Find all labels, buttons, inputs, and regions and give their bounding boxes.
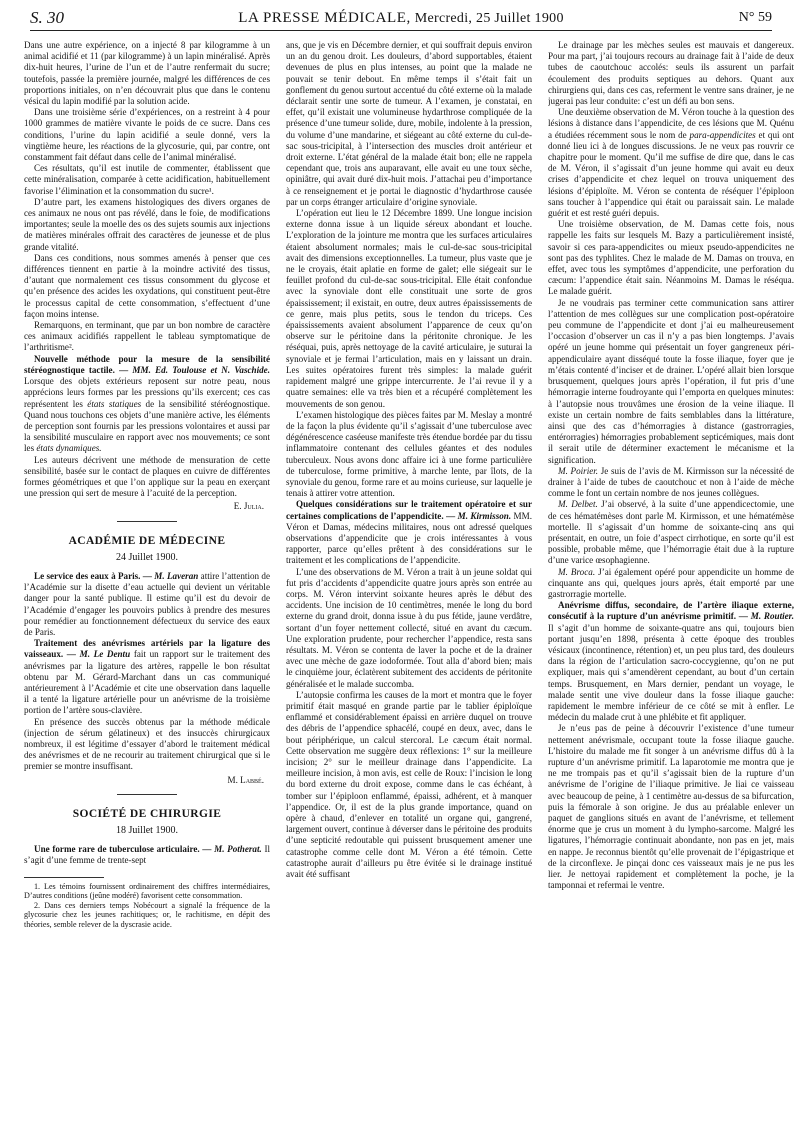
- article-text: fait un rapport sur le traitement des anévrismes par la ligature des artères, rappelle le bon résultat obtenu par M. Gérard-Marchant dans un cas communiqué antérieurement à l’Académie et cite une observation dans laquelle il a tenté la ligature artérielle pour un anévrisme de la troisième portion de l’artère sous-clavière.: [24, 649, 270, 716]
- issue-date: Mercredi, 25 Juillet 1900: [414, 11, 564, 26]
- footnote-divider: [24, 877, 104, 878]
- article-text: attire l’attention de l’Académie sur la disette d’eau actuelle qui devient un véritable danger pour la santé publique. Il estime qu’il est du devoir de l’Académie d’engager les pouvoirs publics à prendre des mesures pour remédier au fonctionnement défectueux du service des eaux de Paris.: [24, 570, 270, 637]
- article-title: Une forme rare de tuberculose articulaire.: [34, 844, 200, 855]
- column-1: [24, 40, 270, 1135]
- issue-number: N° 59: [738, 10, 772, 25]
- emphasis-term: états statiques: [87, 398, 142, 409]
- paragraph: Le drainage par les mèches seules est mauvais et dangereux. Pour ma part, j’ai toujours recours au drainage fait à l’aide de deux tubes de caoutchouc accolés: seuls ils assurent un parfait écoulement des produits septiques au dehors. Quant aux chirurgiens qui, dans ces cas, referment le ventre sans drainer, je ne jugerai pas leur conduite: c’est un défi au bon sens.: [548, 40, 794, 107]
- article-text: Il s’agit d’une femme de trente-sept: [24, 844, 270, 866]
- section-divider: [117, 521, 177, 522]
- column-3: [548, 40, 794, 1135]
- section-title-academie: ACADÉMIE DE MÉDECINE: [68, 534, 226, 547]
- emphasis-term: para-appendicites: [689, 129, 756, 140]
- article-title: Le service des eaux à Paris.: [34, 570, 141, 581]
- paragraph: Ces résultats, qu’il est inutile de commenter, établissent que cette minéralisation, comparée à cette acidification, habituellement favorise l’élimination et la consommation du sucre¹.: [24, 163, 270, 196]
- paragraph: Remarquons, en terminant, que par un bon nombre de caractère ces animaux acidifiés rappellent le tableau symptomatique de l’arthritisme².: [24, 320, 270, 353]
- article-title: Anévrisme diffus, secondaire, de l’artère iliaque externe, consécutif à la rupture d’un anévrisme primitif.: [548, 600, 794, 622]
- article-authors: — MM. Ed. Toulouse et N. Vaschide.: [119, 364, 270, 375]
- paragraph: D’autre part, les examens histologiques des divers organes de ces animaux ne nous ont pas révélé, dans le foie, de modifications importantes; seule la moelle des os des sujets soumis aux injections de matières minérales offrait des caractères de jeunesse et de plus grande vitalité.: [24, 196, 270, 252]
- article-traitement-anevrismes: [24, 638, 270, 716]
- text-run: J’ai également opéré pour appendicite un homme de cinquante ans qui, quelques jours après, était emporté par une gastrorragie mortelle.: [548, 566, 794, 599]
- page-mark: S. 30: [30, 8, 64, 27]
- paragraph: Dans une troisième série d’expériences, on a restreint à 4 pour 1000 grammes de matière vivante le poids de ce sucre. Dans ces conditions, l’urine du lapin acidifié a seule donné, vers la vingtième heure, les réactions de la glycosurie, qui, par contre, ont constamment fait défaut dans celle de l’animal minéralisé.: [24, 107, 270, 163]
- article-service-eaux: [24, 571, 270, 638]
- signature: M. Labbé.: [227, 774, 264, 785]
- article-text: Lorsque des objets extérieurs reposent sur notre peau, nous apprécions leurs formes par les pressions qu’ils exercent; ces cas représentent les: [24, 376, 270, 409]
- paragraph: Dans ces conditions, nous sommes amenés à penser que ces différences tiennent en partie à la moindre activité des tissus, d’autant que normalement ces tissus consomment du glycose et qu’en présence des acides les oxydations, qui constituent peut-être le processus capital de cette consommation, s’effectuent d’une façon moins intense.: [24, 252, 270, 319]
- discussion-delbet: [548, 499, 794, 566]
- section-date: 18 Juillet 1900.: [116, 825, 178, 836]
- paragraph: Une troisième observation, de M. Damas cette fois, nous rappelle les faits sur lesquels M. Bazy a particulièrement insisté, savoir si ces para-appendicites ou mieux pseudo-appendicites ne sont pas des typhlites. Chez le malade de M. Damas on trouva, en effet, avec tous les symptômes d’appendicite, une perforation du cæcum: l’appendice était sain. Néanmoins M. Damas le réséqua. Le malade guérit.: [548, 219, 794, 297]
- footnote: 2. Dans ces derniers temps Nobécourt a signalé la fréquence de la glycosurie chez les jeunes rachitiques; or, le rachitisme, en dépit des théories, semble relever de la dyscrasie acide.: [24, 900, 270, 929]
- signature: E. Julia.: [233, 501, 264, 512]
- text-run: Une deuxième observation de M. Véron touche à la question des lésions à distance dans l’appendicite, de ces lésions que M. Quénu a étudiées récemment sous le nom de: [548, 107, 794, 140]
- column-2: [286, 40, 532, 1135]
- paragraph: Je n’eus pas de peine à découvrir l’existence d’une tumeur nettement anévrismale, occupant toute la fosse iliaque gauche. L’histoire du malade me fit songer à un anévrisme diffus dû à la rupture d’un anévrisme primitif. La laparotomie me montra que je ne me trompais pas et qu’il s’agissait bien de la rupture d’un anévrisme de l’origine de l’iliaque primitive. Je liai ce vaisseau avec beaucoup de peine, à 1 centimètre au-dessus de sa bifurcation, puis la fémorale à son origine. Je dus au préalable enlever un paquet de ganglions situés en avant de l’anévrisme, et tellement énorme que je crus un moment à du lympho-sarcome. Malgré les ligatures, l’hémorragie continuait abondante, non pas en jet, mais en nappe. Je reconnus bientôt qu’elle provenait de l’épigastrique et de la circonflexe. Je pinçai donc ces vaisseaux mais je ne pus les lier. Je nettoyai rapidement et complètement la poche, je la tamponnai et refermai le ventre.: [548, 723, 794, 891]
- article-text: Il s’agit d’un homme de soixante-quatre ans qui, toujours bien portant jusqu’en 1898, présenta à cette époque des troubles vésicaux (incontinence, rétention) et, un peu plus tard, des douleurs dans la région de l’articulation sacro-coccygienne, qu’on ne put expliquer, mais qui s’amendèrent cependant, au bout d’un certain temps. Brusquement, en Mars dernier, pendant un voyage, le malade sentit une vive douleur dans la fosse iliaque gauche: rapidement le membre inférieur de ce côté se mit à enfler. Le médecin du malade crut à une phlébite et fit appliquer.: [548, 622, 794, 723]
- text-run: Je suis de l’avis de M. Kirmisson sur la nécessité de drainer à l’aide de tubes de caoutchouc et non à l’aide de mèche comme le font un certain nombre de nos jeunes collègues.: [548, 465, 794, 499]
- paragraph: L’opération eut lieu le 12 Décembre 1899. Une longue incision externe donna issue à un liquide séreux abondant et louche. L’exploration de la jointure me montra que les surfaces articulaires étaient absolument normales; mais le cul-de-sac sous-tricipital avait des dimensions exceptionnelles. La tumeur, plus vaste que je ne le croyais, était aplatie en forme de galet; elle siégeait sur le feuillet profond du cul-de-sac sous-tricipital. Elle était confondue avec la synoviale dont elle constituait une sorte de gros épaississement; il existait, en outre, deux autres épaississements de ce genre, mais plus petits, sous le tendon du triceps. Ces épaississements avaient absolument l’apparence de ceux qu’on observe sur le péritoine dans la péritonite chronique. Je les réséquai, puis, après nettoyage de la cavité articulaire, je suturai la synoviale et je fermai l’articulation, mais en y laissant un drain. Les suites opératoires furent très simples: la malade guérit rapidement malgré une grippe intercurrente. Je l’ai revue il y a quatre semaines: elle va très bien et a récupéré complètement les mouvements de son genou.: [286, 208, 532, 409]
- text-run: J’ai observé, à la suite d’une appendicectomie, une de ces hématémèses dont parle M. Kirmisson, et une hématémèse mortelle. Il s’agissait d’un homme de soixante-cinq ans qui présentait, en outre, un foie d’aspect cirrhotique, en sorte qu’il est possible, probable même, que l’hémorragie était due à la rupture d’une varice œsophagienne.: [548, 499, 794, 566]
- article-author: — M. Routier.: [738, 611, 794, 622]
- article-tuberculose: [24, 844, 270, 866]
- footnote: 1. Les témoins fournissent ordinairement des chiffres intermédiaires, D’autres conditions (jeûne modéré) favorisent cette consommation.: [24, 881, 270, 901]
- discussion-poirier: [548, 466, 794, 500]
- article-title: Nouvelle méthode pour la mesure de la sensibilité stéréognostique tactile.: [24, 353, 270, 375]
- journal-title: LA PRESSE MÉDICALE,: [238, 10, 411, 26]
- paragraph: Dans une autre expérience, on a injecté 8 par kilogramme à un animal acidifié et 11 (par kilogramme) à un lapin minéralisé. Après dix-huit heures, l’urine de l’un et de l’autre renfermait du sucre; toutefois, passée la première journée, malgré les différences de ces proportions initiales, on n’en découvrait plus que dans le contenu vésical du lapin modifié par la solution acide.: [24, 40, 270, 107]
- article-text: MM. Véron et Damas, médecins militaires, nous ont adressé quelques observations d’appendicite que je crois intéressantes à vous rapporter, parce qu’elles prêtent à des considérations sur le traitement et les complications de l’appendicite.: [286, 510, 532, 566]
- text-run: et qui ont donné lieu ici à de longues discussions. Je ne veux pas rouvrir ce chapitre pour le moment. Qu’il me suffise de dire que, dans le cas de M. Véron, il s’agissait d’un jeune homme qui avait eu deux crises d’appendicite et chez lequel on trouva uniquement des lésions d’épiploïte. M. Véron se contenta de réséquer l’épiploon sans toucher à l’appendice qui était ou paraissait sain. Le malade guérit et est resté guéri depuis.: [548, 129, 794, 219]
- article-author: — M. Laveran: [142, 570, 199, 581]
- article-text: de la sensibilité stéréognostique. Quand nous touchons ces objets d’une manière active, les éléments de perception sont fournis par les pressions volontaires et aussi par la sensibilité musculaire en rapport avec nos mouvements; ce sont les: [24, 398, 270, 454]
- emphasis-term: états dynamiques.: [36, 443, 102, 454]
- article-anevrisme-diffus: [548, 600, 794, 723]
- speaker-name: M. Delbet.: [558, 499, 598, 510]
- paragraph: L’examen histologique des pièces faites par M. Meslay a montré de la façon la plus évidente qu’il s’agissait d’une tuberculose avec dégénérescence caséeuse manifeste très étendue bordée par du tissu inflammatoire contenant des cellules géantes et des nodules tuberculeux. Nous avons donc affaire ici à une forme particulière de tuberculose, forme primitive, à marche lente, par îlots, de la synoviale du genou, forme rare et au moins curieuse, sur laquelle je tenais à attirer votre attention.: [286, 409, 532, 499]
- article-author: — M. Kirmisson.: [446, 510, 512, 521]
- article-title: Traitement des anévrismes artériels par la ligature des vaisseaux.: [24, 638, 270, 660]
- paragraph: En présence des succès obtenus par la méthode médicale (injection de sérum gélatineux) et des insuccès chirurgicaux nombreux, il est légitime d’essayer d’abord le traitement médical des anévrismes et de ne recourir au traitement chirurgical que si le premier se montre insuffisant.: [24, 716, 270, 772]
- paragraph: Je ne voudrais pas terminer cette communication sans attirer l’attention de mes collègues sur une complication post-opératoire peu commune de l’appendicite et dont j’ai eu malheureusement l’occasion d’observer un cas il n’y a pas bien longtemps. J’avais opéré un jeune homme qui présentait un foyer gangreneux péri-appendiculaire ayant disséqué toute la fosse iliaque, foyer que je m’étais contenté d’inciser et de drainer. L’opéré allait bien lorsque brusquement, quelques jours après l’opération, il fut pris d’une hémorragie interne foudroyante qui l’emporta en quelques minutes: à l’autopsie nous trouvâmes une érosion de la veine iliaque. Il existe un certain nombre de faits semblables dans la littérature, ainsi que des cas d’hémorragies à distance (gastrorragies, entérorragies) hémorragies probablement septicémiques, mais dont il serait utile de déterminer exactement le mécanisme et la signification.: [548, 297, 794, 465]
- discussion-broca: [548, 567, 794, 601]
- article-author: — M. Potherat.: [202, 844, 262, 855]
- journal-masthead: [30, 10, 772, 27]
- section-date: 24 Juillet 1900.: [116, 551, 178, 563]
- section-divider: [117, 794, 177, 795]
- paragraph: L’une des observations de M. Véron a trait à un jeune soldat qui fut pris d’accidents d’appendicite quatre jours après son entrée au corps. M. Véron intervint soixante heures après le début des accidents. Une incision de 10 centimètres, menée le long du bord externe du grand droit, donna issue à du pus fétide, jaune verdâtre, sortant d’un foyer nettement collecté, situé en avant du cæcum. Une exploration prudente, pour rechercher l’appendice, resta sans résultats. M. Véron se contenta de laver la poche et de la drainer avec une mèche de gaze iodoformée. Tout alla d’abord bien; mais le cinquième jour, éclatèrent subitement des accidents de péritonite généralisée et le malade succomba.: [286, 566, 532, 689]
- speaker-name: M. Broca.: [558, 566, 596, 577]
- section-title-chirurgie: SOCIÉTÉ DE CHIRURGIE: [72, 807, 222, 820]
- speaker-name: M. Poirier.: [558, 465, 599, 476]
- paragraph: L’autopsie confirma les causes de la mort et montra que le foyer primitif était masqué en grande partie par le tablier épiploïque enflammé et considérablement épaissi en arrière duquel on trouve des débris de l’appendice sphacélé, coupé en deux, avec, dans le bout périphérique, un calcul stercoral. Le cæcum était normal. Cette observation me suggère deux réflexions: 1° sur la meilleure incision; 2° sur le meilleur drainage dans l’appendicite. La meilleure incision, à mon avis, est celle de Roux: l’incision le long du bord externe du droit expose, comme dans le cas échéant, à tomber sur l’épiploon enflammé, épaissi, adhérent, et à manquer l’appendice. Or, il est de la plus grande importance, quand on opère à chaud, d’enlever en totalité un organe qui, gangrené, largement ouvert, continue à déverser dans le péritoine des produits d’une septicité redoutable qui puissent brusquement amener une catastrophe comme celle dont M. Véron a été témoin. Cette catastrophe aurait d’ailleurs pu être évitée si le drainage institué avait été suffisant: [286, 689, 532, 880]
- paragraph: [548, 107, 794, 219]
- article-title: Quelques considérations sur le traitement opératoire et sur certaines complications de l’appendicite.: [286, 499, 532, 521]
- page-header: [30, 8, 772, 31]
- article-author: — M. Le Dentu: [66, 649, 131, 660]
- article-nouvelle-methode: [24, 354, 270, 455]
- paragraph: ans, que je vis en Décembre dernier, et qui souffrait depuis environ un an du genou droit. Les douleurs, d’abord supportables, étaient devenues de plus en plus intenses, au point que la malade ne pouvait se tenir debout. En même temps il s’était fait un gonflement du genou surtout accentué du côté externe où la malade déclarait sentir une sorte de tumeur. A l’examen, je constatai, en effet, qu’il existait une volumineuse hydarthrose compliquée de la présence d’une tumeur solide, dure, mobile, indolente à la pression, du volume d’une mandarine, et siégeant au côté externe du cul-de-sac sous-tricipital, à l’intersection des muscles droit antérieur et droit externe. L’état général de la malade était bon; elle ne rappela cependant que, trois ans auparavant, elle avait eu une toux sèche, opiniâtre, qui avait duré dix-huit mois. J’attachai peu d’importance à ce renseignement et je portai le diagnostic d’hydarthrose causée par un corps étranger articulaire d’origine synoviale.: [286, 40, 532, 207]
- paragraph: Les auteurs décrivent une méthode de mensuration de cette sensibilité, basée sur le contact de plaques en cuivre de différentes formes géométriques et que l’on applique sur la peau en exerçant une pression qui sert de mesure à l’acuité de la perception.: [24, 454, 270, 499]
- article-appendicite: [286, 499, 532, 566]
